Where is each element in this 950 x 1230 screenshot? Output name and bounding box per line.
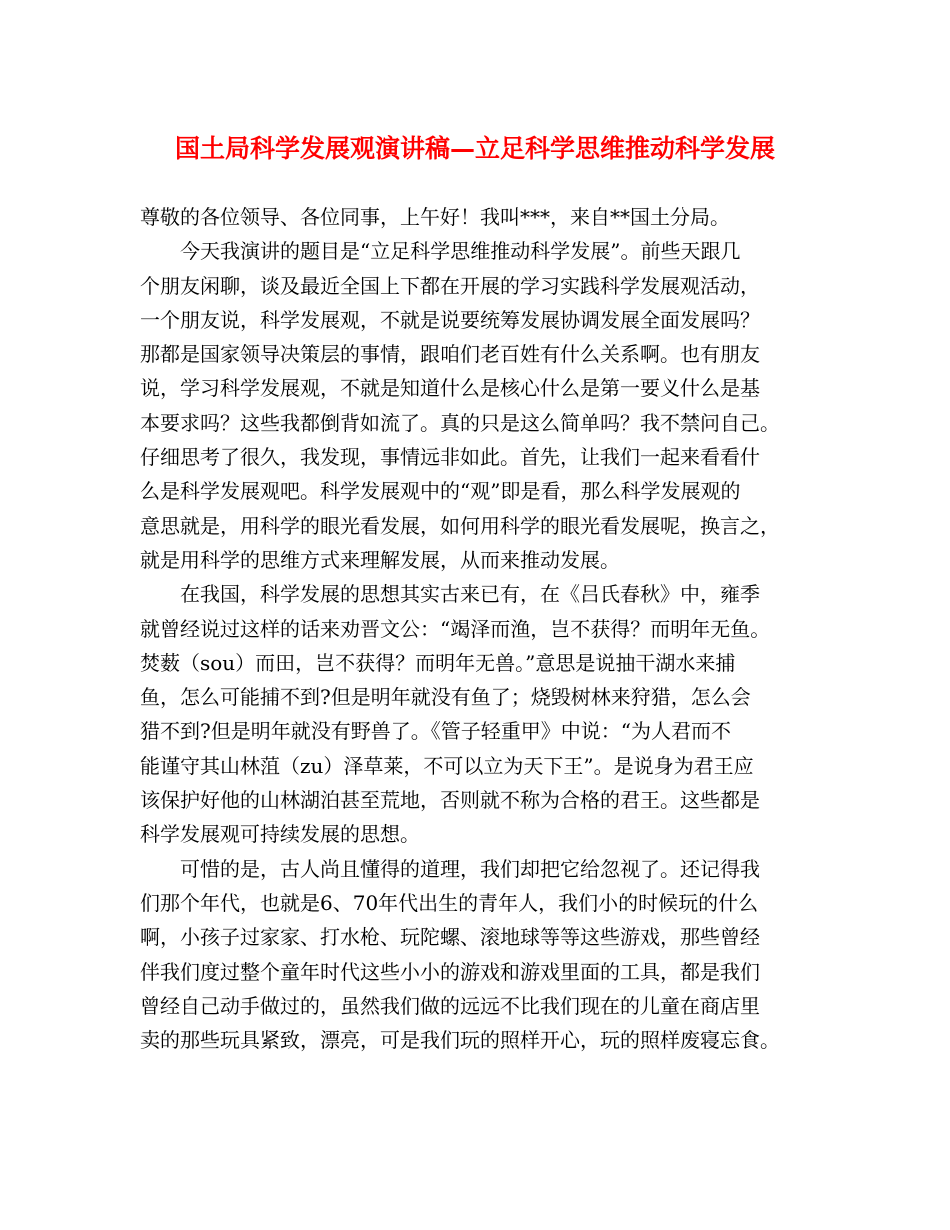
body-line: 啊，小孩子过家家、打水枪、玩陀螺、滚地球等等这些游戏，那些曾经: [140, 925, 760, 950]
body-line: 就曾经说过这样的话来劝晋文公：“竭泽而渔，岂不获得？而明年无鱼。: [140, 616, 771, 641]
body-line: 么是科学发展观吧。科学发展观中的“观”即是看，那么科学发展观的: [140, 479, 741, 504]
body-line: 个朋友闲聊，谈及最近全国上下都在开展的学习实践科学发展观活动，: [140, 273, 760, 298]
body-line: 仔细思考了很久，我发现，事情远非如此。首先，让我们一起来看看什: [140, 445, 760, 470]
body-line: 一个朋友说，科学发展观，不就是说要统筹发展协调发展全面发展吗？: [140, 307, 760, 332]
body-line: 那都是国家领导决策层的事情，跟咱们老百姓有什么关系啊。也有朋友: [140, 342, 760, 367]
body-line: 说，学习科学发展观，不就是知道什么是核心什么是第一要义什么是基: [140, 376, 760, 401]
body-line: 就是用科学的思维方式来理解发展，从而来推动发展。: [140, 547, 620, 572]
body-line: 本要求吗？这些我都倒背如流了。真的只是这么简单吗？我不禁问自己。: [140, 410, 780, 435]
body-line: 曾经自己动手做过的，虽然我们做的远远不比我们现在的儿童在商店里: [140, 993, 760, 1018]
body-line: 在我国，科学发展的思想其实古来已有，在《吕氏春秋》中，雍季: [180, 582, 760, 607]
body-line: 伴我们度过整个童年时代这些小小的游戏和游戏里面的工具，都是我们: [140, 959, 760, 984]
body-line: 可惜的是，古人尚且懂得的道理，我们却把它给忽视了。还记得我: [180, 856, 760, 881]
body-line: 卖的那些玩具紧致，漂亮，可是我们玩的照样开心，玩的照样废寝忘食。: [140, 1028, 780, 1053]
document-body: [140, 200, 812, 1057]
body-line: 今天我演讲的题目是“立足科学思维推动科学发展”。前些天跟几: [180, 239, 741, 264]
body-line: 鱼，怎么可能捕不到?但是明年就没有鱼了；烧毁树林来狩猎，怎么会: [140, 685, 751, 710]
body-line: 能谨守其山林菹（zu）泽草莱，不可以立为天下王”。是说身为君王应: [140, 753, 754, 778]
body-line: 焚薮（sou）而田，岂不获得？而明年无兽。”意思是说抽干湖水来捕: [140, 650, 736, 675]
document-title: 国土局科学发展观演讲稿—立足科学思维推动科学发展: [174, 134, 775, 163]
body-line: 科学发展观可持续发展的思想。: [140, 822, 420, 847]
body-line: 们那个年代，也就是6、70年代出生的青年人，我们小的时候玩的什么: [140, 890, 759, 915]
body-line: 猎不到?但是明年就没有野兽了。《管子轻重甲》中说：“为人君而不: [140, 719, 731, 744]
body-line: 该保护好他的山林湖泊甚至荒地，否则就不称为合格的君王。这些都是: [140, 788, 760, 813]
body-line: 尊敬的各位领导、各位同事，上午好！我叫***，来自**国土分局。: [140, 205, 730, 229]
body-line: 意思就是，用科学的眼光看发展，如何用科学的眼光看发展呢，换言之，: [140, 513, 780, 538]
